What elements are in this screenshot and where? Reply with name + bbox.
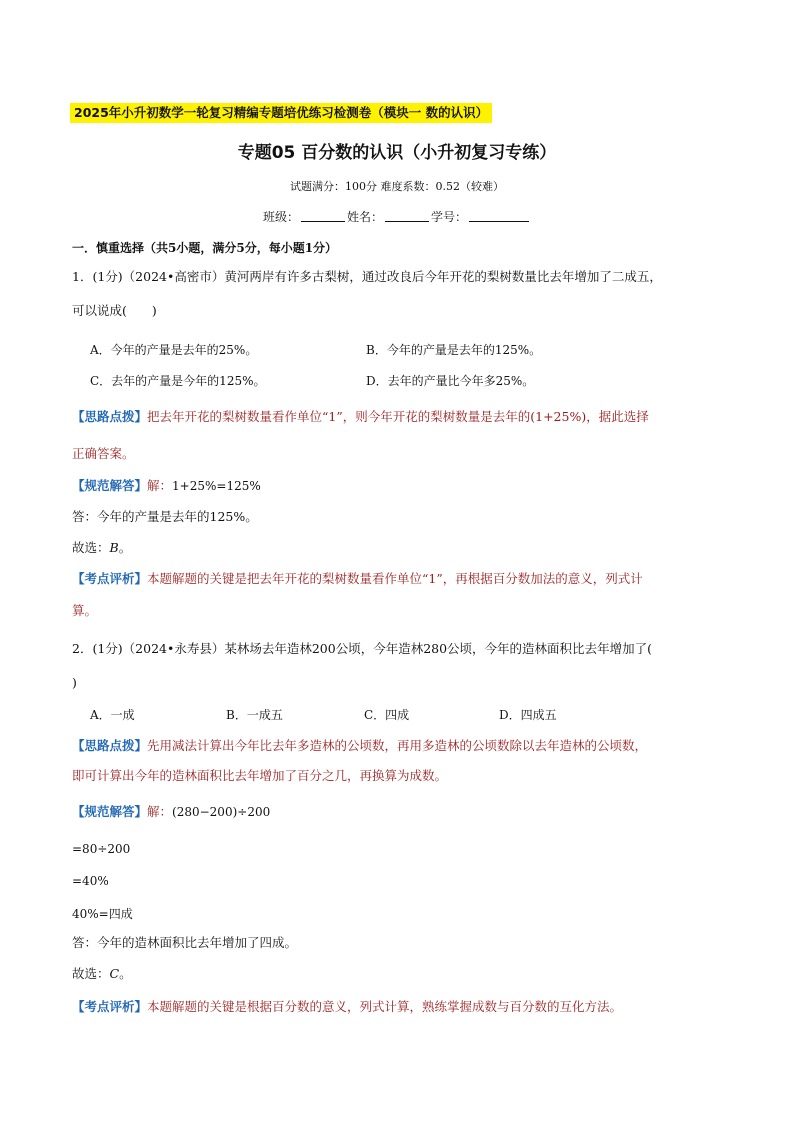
q2-solution bbox=[72, 803, 270, 821]
q1-choice-suffix: 。 bbox=[118, 540, 132, 555]
q2-stem-line2: ) bbox=[72, 675, 77, 690]
q2-review-tag: 【考点评析】 bbox=[72, 999, 148, 1014]
q2-option-b: B．一成五 bbox=[226, 708, 283, 722]
q2-hint-line2: 即可计算出今年的造林面积比去年增加了百分之几，再换算为成数。 bbox=[72, 768, 448, 783]
q1-solution-formula: 1+25%=125% bbox=[172, 479, 261, 493]
student-fields bbox=[0, 208, 794, 225]
q2-hint bbox=[72, 737, 647, 755]
class-blank bbox=[301, 209, 345, 222]
q1-solution bbox=[72, 477, 261, 495]
q2-step4: 40%=四成 bbox=[72, 907, 133, 921]
q1-review-tag: 【考点评析】 bbox=[72, 571, 148, 586]
q2-hint-line1: 先用减法计算出今年比去年多造林的公顷数，再用多造林的公顷数除以去年造林的公顷数， bbox=[147, 738, 648, 753]
q1-review-line2: 算。 bbox=[72, 603, 98, 618]
name-label: 姓名： bbox=[346, 210, 383, 224]
q1-choice bbox=[72, 539, 131, 557]
q1-review-line1: 本题解题的关键是把去年开花的梨树数量看作单位“1”，再根据百分数加法的意义，列式计 bbox=[147, 571, 643, 586]
q1-option-b: B．今年的产量是去年的125%。 bbox=[366, 343, 542, 357]
id-label: 学号： bbox=[431, 210, 468, 224]
q2-review-line1: 本题解题的关键是根据百分数的意义，列式计算，熟练掌握成数与百分数的互化方法。 bbox=[147, 999, 623, 1014]
q1-stem-line1: 1．(1分)（2024•高密市）黄河两岸有许多古梨树，通过改良后今年开花的梨树数量比去年增加了二成五， bbox=[72, 269, 662, 284]
section-heading: 一．慎重选择（共5小题，满分5分，每小题1分） bbox=[72, 241, 338, 255]
q1-hint bbox=[72, 408, 649, 426]
q2-step3: =40% bbox=[72, 874, 109, 888]
q1-hint-tag: 【思路点拨】 bbox=[72, 409, 148, 424]
page-title: 专题05 百分数的认识（小升初复习专练） bbox=[237, 143, 557, 163]
q2-choice bbox=[72, 965, 132, 983]
q2-option-c: C．四成 bbox=[364, 708, 410, 722]
q2-solution-formula: (280−200)÷200 bbox=[172, 805, 271, 819]
banner-title: 2025年小升初数学一轮复习精编专题培优练习检测卷（模块一 数的认识） bbox=[70, 103, 492, 123]
q2-solution-text: 解： bbox=[147, 804, 173, 819]
q1-option-a: A．今年的产量是去年的25%。 bbox=[90, 343, 258, 357]
q2-step2: =80÷200 bbox=[72, 842, 131, 856]
q2-choice-suffix: 。 bbox=[119, 966, 132, 981]
q2-stem-line1: 2．(1分)（2024•永寿县）某林场去年造林200公顷，今年造林280公顷，今年的造林面积比去年增加了( bbox=[72, 641, 652, 656]
q2-option-a: A．一成 bbox=[90, 708, 135, 722]
q1-hint-line1: 把去年开花的梨树数量看作单位“1”，则今年开花的梨树数量是去年的(1+25%)，据此选择 bbox=[147, 409, 649, 424]
q2-option-d: D．四成五 bbox=[499, 708, 557, 722]
name-blank bbox=[385, 209, 429, 222]
q1-solution-text: 解： bbox=[147, 478, 173, 493]
q1-review bbox=[72, 570, 643, 588]
q1-choice-letter: B bbox=[109, 540, 119, 555]
q1-option-c: C．去年的产量是今年的125%。 bbox=[90, 374, 266, 388]
q1-hint-line2: 正确答案。 bbox=[72, 446, 135, 461]
q2-answer: 答：今年的造林面积比去年增加了四成。 bbox=[72, 935, 298, 950]
q1-option-d: D．去年的产量比今年多25%。 bbox=[366, 374, 535, 388]
q1-solution-tag: 【规范解答】 bbox=[72, 478, 148, 493]
q2-solution-tag: 【规范解答】 bbox=[72, 804, 148, 819]
q2-hint-tag: 【思路点拨】 bbox=[72, 738, 148, 753]
q2-review bbox=[72, 998, 622, 1016]
exam-meta: 试题满分：100分 难度系数：0.52（较难） bbox=[290, 180, 504, 193]
q1-choice-prefix: 故选： bbox=[72, 540, 110, 555]
q2-choice-letter: C bbox=[109, 966, 120, 981]
class-label: 班级： bbox=[262, 210, 299, 224]
q1-stem-line2: 可以说成( ) bbox=[72, 303, 157, 318]
id-blank bbox=[469, 209, 529, 222]
q2-choice-prefix: 故选： bbox=[72, 966, 110, 981]
q1-answer: 答：今年的产量是去年的125%。 bbox=[72, 509, 258, 524]
